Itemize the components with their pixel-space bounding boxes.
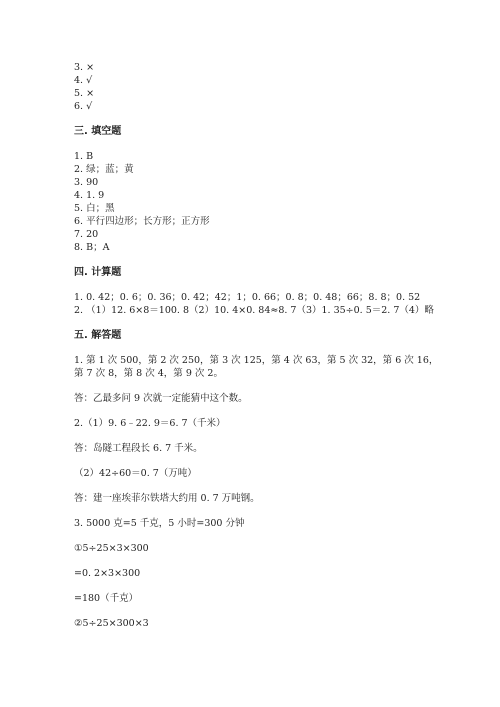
answer-line: 2. （1）12. 6×8＝100. 8（2）10. 4×0. 84≈8. 7（3）1. 35÷0. 5＝2. 7（4）略: [74, 305, 434, 316]
answer-line: ②5÷25×300×3: [74, 618, 149, 629]
answer-line: 1. 第 1 次 500，第 2 次 250，第 3 次 125，第 4 次 63，第 5 次 32，第 6 次 16，: [74, 355, 439, 366]
answer-line: 3. 90: [74, 177, 99, 188]
answer-line: 4. 1. 9: [74, 190, 105, 201]
answer-line: 答：岛隧工程段长 6. 7 千米。: [74, 443, 203, 454]
section-heading: 三. 填空题: [74, 126, 122, 137]
answer-line: 答：建一座埃菲尔铁塔大约用 0. 7 万吨钢。: [74, 493, 260, 504]
answer-line: 1. B: [74, 151, 94, 162]
section-heading: 五. 解答题: [74, 330, 122, 341]
answer-line: 7. 20: [74, 229, 99, 240]
answer-line: 2. 绿；蓝；黄: [74, 164, 134, 175]
answer-line: 4. √: [74, 75, 93, 86]
answer-line: 5. ×: [74, 88, 95, 99]
answer-line: =180（千克）: [74, 593, 139, 604]
answer-line: 第 7 次 8，第 8 次 4，第 9 次 2。: [74, 368, 223, 379]
section-heading: 四. 计算题: [74, 267, 122, 278]
answer-line: 6. √: [74, 101, 93, 112]
answer-line: 8. B；A: [74, 242, 110, 253]
answer-line: 6. 平行四边形；长方形；正方形: [74, 216, 210, 227]
answer-line: 3. 5000 克=5 千克，5 小时=300 分钟: [74, 518, 245, 529]
answer-line: 答：乙最多问 9 次就一定能猜中这个数。: [74, 393, 248, 404]
answer-line: 2.（1）9. 6﹣22. 9＝6. 7（千米）: [74, 418, 226, 429]
answer-line: 1. 0. 42；0. 6；0. 36；0. 42；42；1；0. 66；0. 8；0. 48；66；8. 8；0. 52: [74, 292, 421, 303]
answer-line: ①5÷25×3×300: [74, 543, 149, 554]
answer-line: （2）42÷60＝0. 7（万吨）: [74, 468, 197, 479]
answer-line: 5. 白；黑: [74, 203, 115, 214]
answer-line: 3. ×: [74, 62, 95, 73]
answer-line: =0. 2×3×300: [74, 568, 141, 579]
